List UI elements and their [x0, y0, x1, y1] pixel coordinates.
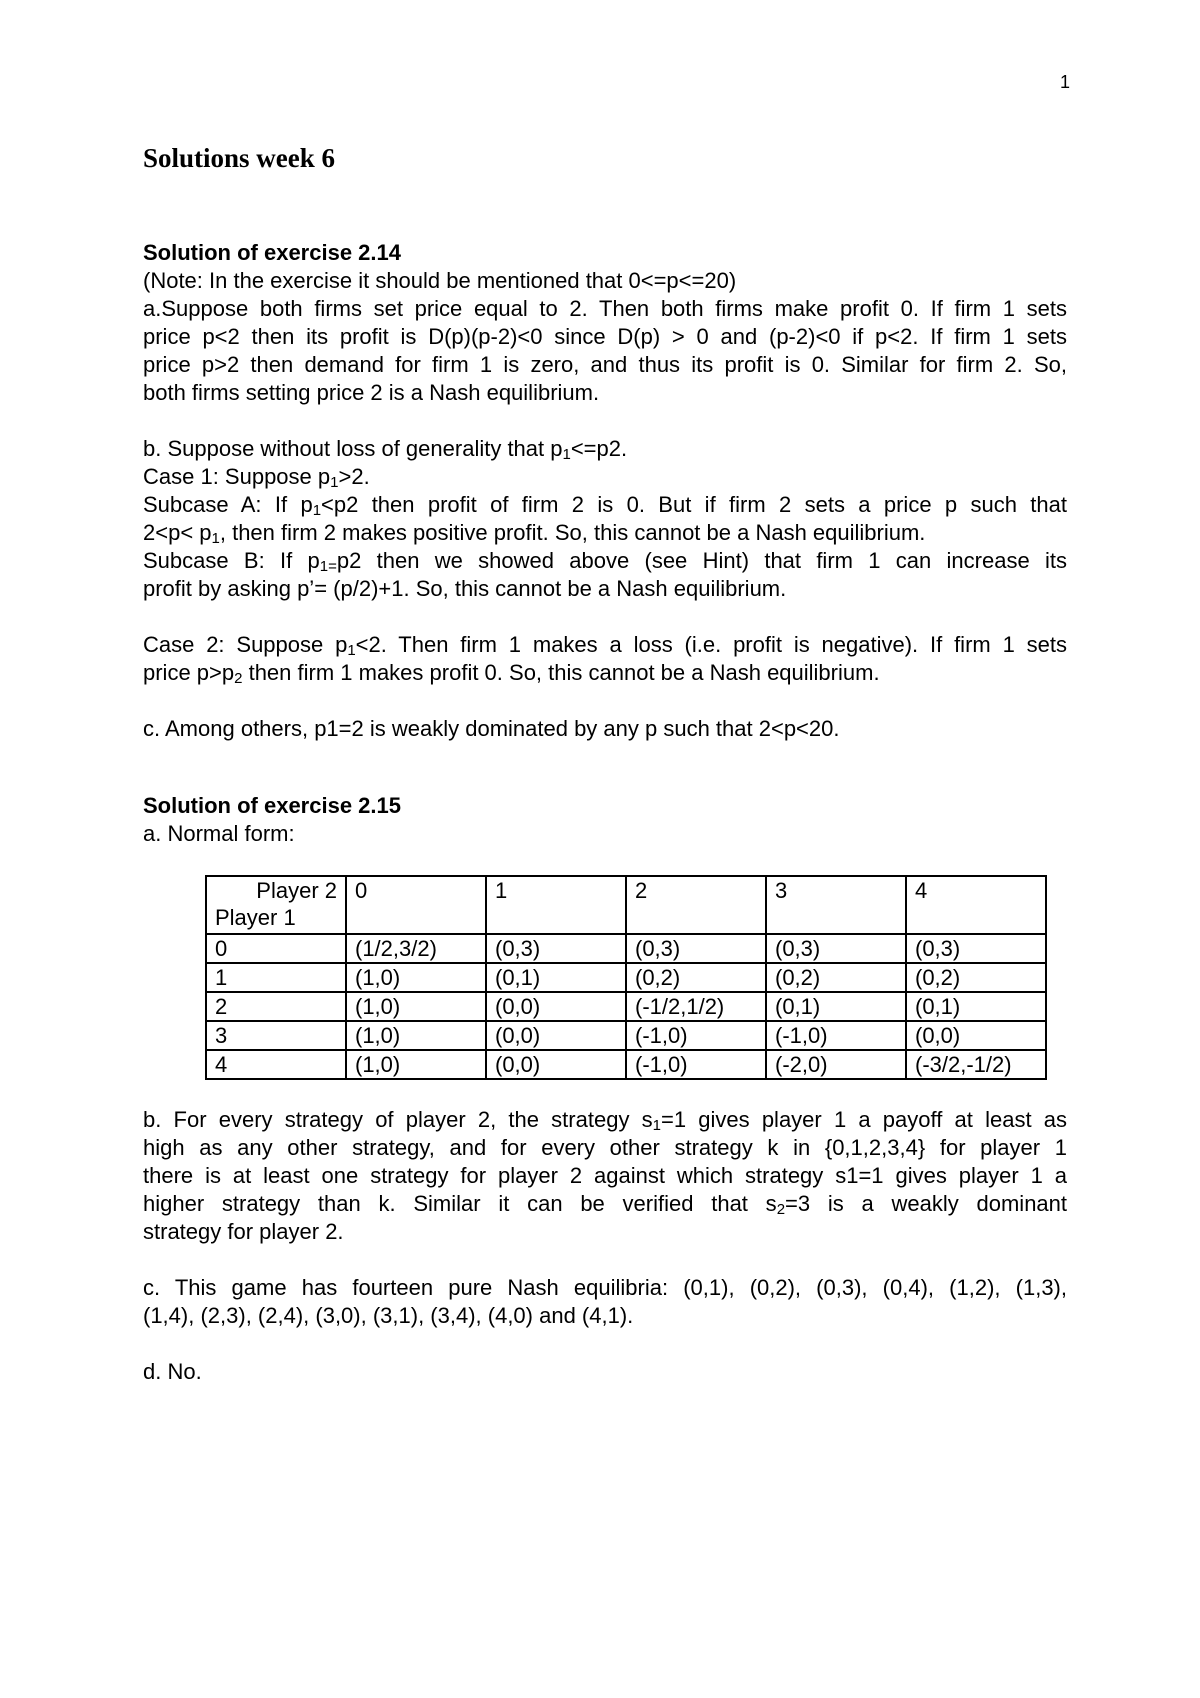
- table-cell: (-2,0): [766, 1050, 906, 1079]
- subcase-a-line-2: $2<p< p_1$, then firm 2 makes positive profit. So, this cannot be a Nash equilibrium.: [143, 520, 926, 547]
- exercise-2-14: [143, 239, 1067, 743]
- payoff-table: [205, 875, 1047, 1080]
- row-header: 1: [206, 963, 346, 992]
- table-cell: (0,3): [766, 934, 906, 963]
- column-player-label: Player 2: [256, 878, 337, 903]
- table-header-row: [206, 876, 1046, 934]
- part-c-line-1: c. This game has fourteen pure Nash equilibria: (0,1), (0,2), (0,3), (0,4), (1,2), (1,3),: [143, 1275, 1067, 1300]
- table-corner-cell: [206, 876, 346, 934]
- table-cell: (-1,0): [626, 1050, 766, 1079]
- exercise-2-15-answers: [143, 1106, 1067, 1386]
- table-cell: (1,0): [346, 1050, 486, 1079]
- part-a-line-3: price p>2 then demand for firm 1 is zero, and thus its profit is 0. Similar for firm 2. So,: [143, 352, 1067, 377]
- part-b-line-1: b. For every strategy of player 2, the strategy $s_1=1$ gives player 1 a payoff at least as: [143, 1107, 1067, 1134]
- column-header: 2: [626, 876, 766, 934]
- subcase-b-line-1: Subcase B: If $p_{1=}p2$ then we showed above (see Hint) that firm 1 can increase its: [143, 548, 1067, 575]
- table-cell: (0,1): [486, 963, 626, 992]
- part-d: d. No.: [143, 1359, 202, 1384]
- table-cell: (-1,0): [626, 1021, 766, 1050]
- table-row: [206, 992, 1046, 1021]
- table-cell: (0,2): [626, 963, 766, 992]
- row-header: 0: [206, 934, 346, 963]
- case-2-line-1: Case 2: Suppose $p_1<2$. Then firm 1 makes a loss (i.e. profit is negative). If firm 1 sets: [143, 632, 1067, 659]
- subcase-a-line-1: Subcase A: If $p_1<p2$ then profit of firm 2 is 0. But if firm 2 sets a price p such that: [143, 492, 1067, 519]
- part-b-line-4: higher strategy than k. Similar it can be verified that $s_2=3$ is a weakly dominant: [143, 1191, 1068, 1218]
- part-b-line-3: there is at least one strategy for player 2 against which strategy s1=1 gives player 1 a: [143, 1163, 1067, 1188]
- part-b-line-5: strategy for player 2.: [143, 1219, 344, 1244]
- table-cell: (0,0): [906, 1021, 1046, 1050]
- normal-form-label: a. Normal form:: [143, 821, 295, 846]
- table-cell: (0,3): [906, 934, 1046, 963]
- exercise-2-14-note: (Note: In the exercise it should be mentioned that 0<=p<=20): [143, 268, 737, 293]
- table-cell: (1,0): [346, 992, 486, 1021]
- table-cell: (0,0): [486, 992, 626, 1021]
- table-cell: (0,0): [486, 1021, 626, 1050]
- table-cell: (0,3): [626, 934, 766, 963]
- table-row: [206, 1050, 1046, 1079]
- table-row: [206, 963, 1046, 992]
- document-title: Solutions week 6: [143, 143, 336, 173]
- table-cell: (0,2): [906, 963, 1046, 992]
- part-a-line-4: both firms setting price 2 is a Nash equilibrium.: [143, 380, 600, 405]
- table-cell: (0,1): [906, 992, 1046, 1021]
- table-cell: (1,0): [346, 1021, 486, 1050]
- part-c: c. Among others, p1=2 is weakly dominated by any p such that 2<p<20.: [143, 716, 840, 741]
- column-header: 1: [486, 876, 626, 934]
- table-cell: (0,1): [766, 992, 906, 1021]
- column-header: 0: [346, 876, 486, 934]
- table-cell: (0,0): [486, 1050, 626, 1079]
- exercise-2-15-heading: Solution of exercise 2.15: [143, 793, 401, 818]
- part-b-line-2: high as any other strategy, and for every other strategy k in {0,1,2,3,4} for player 1: [143, 1135, 1067, 1160]
- table-row: [206, 1021, 1046, 1050]
- table-cell: (-1/2,1/2): [626, 992, 766, 1021]
- subcase-b-line-2: profit by asking p’= (p/2)+1. So, this cannot be a Nash equilibrium.: [143, 576, 787, 601]
- part-c-line-2: (1,4), (2,3), (2,4), (3,0), (3,1), (3,4), (4,0) and (4,1).: [143, 1303, 634, 1328]
- case-2-line-2: price $p>p_2$ then firm 1 makes profit 0. So, this cannot be a Nash equilibrium.: [143, 660, 880, 687]
- column-header: 4: [906, 876, 1046, 934]
- part-b-intro: b. Suppose without loss of generality that $p_1<=p2$.: [143, 436, 628, 463]
- part-a-line-2: price p<2 then its profit is D(p)(p-2)<0 since D(p) > 0 and (p-2)<0 if p<2. If firm 1 sets: [143, 324, 1067, 349]
- table-cell: (-3/2,-1/2): [906, 1050, 1046, 1079]
- row-header: 2: [206, 992, 346, 1021]
- exercise-2-14-heading: Solution of exercise 2.14: [143, 240, 401, 265]
- table-cell: (1,0): [346, 963, 486, 992]
- table-cell: (0,2): [766, 963, 906, 992]
- page-number: 1: [1059, 72, 1070, 92]
- row-header: 4: [206, 1050, 346, 1079]
- exercise-2-15-header: [143, 792, 1067, 848]
- table-cell: (1/2,3/2): [346, 934, 486, 963]
- table-row: [206, 934, 1046, 963]
- table-cell: (-1,0): [766, 1021, 906, 1050]
- case-1: Case 1: Suppose $p_1>2$.: [143, 464, 370, 491]
- table-cell: (0,3): [486, 934, 626, 963]
- row-header: 3: [206, 1021, 346, 1050]
- column-header: 3: [766, 876, 906, 934]
- row-player-label: Player 1: [215, 905, 296, 930]
- part-a-line-1: a.Suppose both firms set price equal to 2. Then both firms make profit 0. If firm 1 sets: [143, 296, 1067, 321]
